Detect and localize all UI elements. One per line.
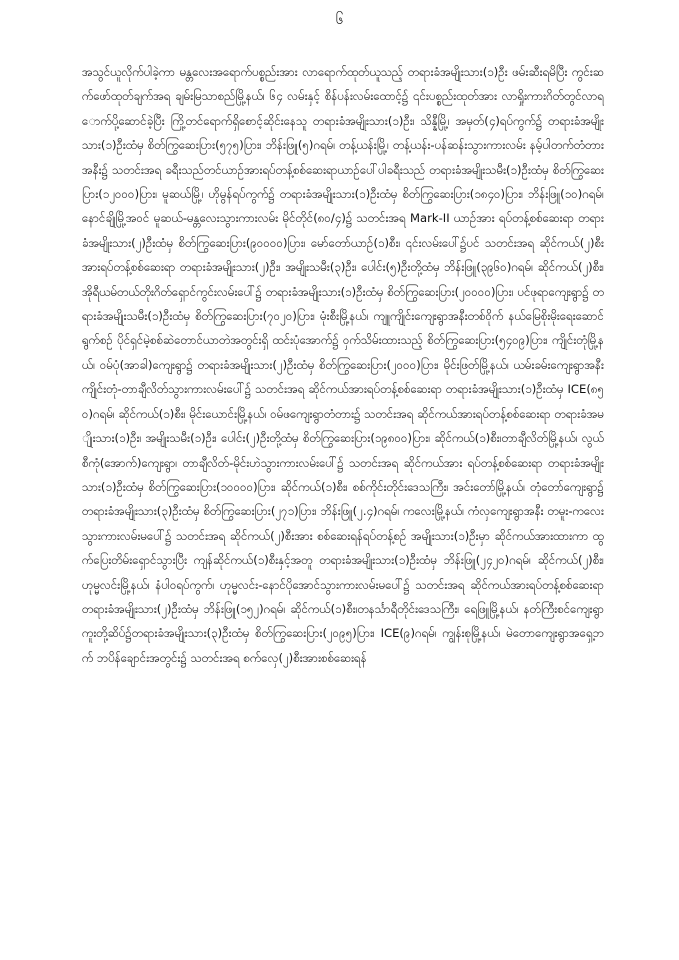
page-number: ၆ [335,12,344,28]
body-paragraph: အသွင်ယူလိုက်ပါခဲ့ကာ မန္တလေးအရောက်ပစ္စည်းအား လာရောက်ထုတ်ယူသည့် တရားခံအမျိုးသား(၁)ဦး ဖမ်းဆီးရမိပြီး ကွင်းဆက်ဖော်ထုတ်ချက်အရ ချမ်းမြသာစည်မြို့နယ်၊ ၆၄ လမ်းနှင့် စိန်ပန်းလမ်းထောင့်၌ ၎င်းပစ္စည်းထုတ်အား လာရှိုးကားဂိတ်တွင်လာရောက်ပို့ဆောင်ခဲ့ပြီး ကြို့တင်ရောက်ရှိစောင့်ဆိုင်းနေသူ တရားခံအမျိုးသား(၁)ဦး၊ သိန္နီမြို့၊ အမှတ်(၄)ရပ်ကွက်၌ တရားခံအမျိုးသား(၁)ဦးထံမှ စိတ်ကြွဆေးပြား(၅၇၅)ပြား၊ ဘိန်းဖြူ(၅)ဂရမ်၊ တန့်ယန်းမြို့၊ တန့်ယန်း-ပန်ဆန်းသွားကားလမ်း နမ့်ပါတက်တံတားအနီး၌ သတင်းအရ ခရီးသည်တင်ယာဉ်အားရပ်တန့်စစ်ဆေးရာယာဉ်ပေါ်ပါခရီးသည် တရားခံအမျိုးသမီး(၁)ဦးထံမှ စိတ်ကြွဆေးပြား(၁၂၀၀၀)ပြား၊ မူဆယ်မြို့၊ ဟိုမွန်ရပ်ကွက်၌ တရားခံအမျိုးသား(၁)ဦးထံမှ စိတ်ကြွဆေးပြား(၁၈၄၀)ပြား၊ ဘိန်းဖြူ(၁၀)ဂရမ်၊ နောင်ချိုမြို့အဝင် မူဆယ်-မန္တလေးသွားကားလမ်း မိုင်တိုင်(၈၀/၄)၌ သတင်းအရ Mark-II ယာဉ်အား ရပ်တန့်စစ်ဆေးရာ တရားခံအမျိုးသား(၂)ဦးထံမှ စိတ်ကြွဆေးပြား(၉၀၀၀၀)ပြား၊ မော်တော်ယာဉ်(၁)စီး၊ ၎င်းလမ်းပေါ်၌ပင် သတင်းအရ ဆိုင်ကယ်(၂)စီးအားရပ်တန့်စစ်ဆေးရာ တရားခံအမျိုးသား(၂)ဦး၊ အမျိုးသမီး(၃)ဦး၊ ပေါင်း(၅)ဦးတို့ထံမှ ဘိန်းဖြူ(၃၉၆၀)ဂရမ်၊ ဆိုင်ကယ်(၂)စီး၊ အိုရီယမ်တယ်တိုးဂိတ်ရှောင်ကွင်းလမ်းပေါ်၌ တရားခံအမျိုးသား(၁)ဦးထံမှ စိတ်ကြွဆေးပြား(၂၀၀၀၀)ပြား၊ ပင်ဖုရာကျေးရွာ၌ တရားခံအမျိုးသမီး(၁)ဦးထံမှ စိတ်ကြွဆေးပြား(၇၀၂၀)ပြား၊ မုံးစီးမြို့နယ်၊ ကျူကျိုင်းကျေးရွာအနီးတစ်ဝိုက် နယ်မြေစိုးမိုးရေးဆောင်ရွက်စဉ် ပိုင်ရှင်မဲ့စစ်ဆဲတောင်ယာတဲအတွင်းရှိ ထင်းပုံအောက်၌ ဝှက်သိမ်းထားသည့် စိတ်ကြွဆေးပြား(၅၄၀၉)ပြား၊ ကျိုင်းတုံမြို့နယ်၊ ဝမ်ပုံ(အာခါ)ကျေးရွာ၌ တရားခံအမျိုးသား(၂)ဦးထံမှ စိတ်ကြွဆေးပြား(၂၀၀၀)ပြား၊ မိုင်းဖြတ်မြို့နယ်၊ ယမ်းခမ်းကျေးရွာအနီး ကျိုင်းတုံ-တာချီလိတ်သွားကားလမ်းပေါ်၌ သတင်းအရ ဆိုင်ကယ်အားရပ်တန့်စစ်ဆေးရာ တရားခံအမျိုးသား(၁)ဦးထံမှ ICE(၈၅၀)ဂရမ်၊ ဆိုင်ကယ်(၁)စီး၊ မိုင်းယောင်းမြို့နယ်၊ ဝမ်ဖကျေးရွာတံတား၌ သတင်းအရ ဆိုင်ကယ်အားရပ်တန့်စစ်ဆေးရာ တရားခံအမျိုးသား(၁)ဦး၊ အမျိုးသမီး(၁)ဦး၊ ပေါင်း(၂)ဦးတို့ထံမှ စိတ်ကြွဆေးပြား(၁၉၈၀၀)ပြား၊ ဆိုင်ကယ်(၁)စီး၊တာချီလိတ်မြို့နယ်၊ လွယ်စီကုံ(အောက်)ကျေးရွာ၊ တာချီလိတ်-မိုင်းဟဲသွားကားလမ်းပေါ်၌ သတင်းအရ ဆိုင်ကယ်အား ရပ်တန့်စစ်ဆေးရာ တရားခံအမျိုးသား(၁)ဦးထံမှ စိတ်ကြွဆေးပြား(၁၀၀၀၀)ပြား၊ ဆိုင်ကယ်(၁)စီး၊ စစ်ကိုင်းတိုင်းဒေသကြီး၊ အင်းတော်မြို့နယ်၊ တုံတော်ကျေးရွာ၌ တရားခံအမျိုးသား(၃)ဦးထံမှ စိတ်ကြွဆေးပြား(၂၇၁)ပြား၊ ဘိန်းဖြူ(၂.၄)ဂရမ်၊ ကလေးမြို့နယ်၊ ကံလှကျေးရွာအနီး တမူး-ကလေးသွားကားလမ်းမပေါ်၌ သတင်းအရ ဆိုင်ကယ်(၂)စီးအား စစ်ဆေးရန်ရပ်တန့်စဉ် အမျိုးသား(၁)ဦးမှာ ဆိုင်ကယ်အားထားကာ ထွက်ပြေးတိမ်းရှောင်သွားပြီး ကျန်ဆိုင်ကယ်(၁)စီးနှင့်အတူ တရားခံအမျိုးသား(၁)ဦးထံမှ ဘိန်းဖြူ(၂၄၂၀)ဂရမ်၊ ဆိုင်ကယ်(၂)စီး၊ ဟုမ္မလင်းမြို့နယ်၊ နံပါ၀ရပ်ကွက်၊ ဟုမ္မလင်း-နောင်ပိုအောင်သွားကားလမ်းမပေါ်၌ သတင်းအရ ဆိုင်ကယ်အားရပ်တန့်စစ်ဆေးရာ တရားခံအမျိုးသား(၂)ဦးထံမှ ဘိန်းဖြူ(၁၅၂)ဂရမ်၊ ဆိုင်ကယ်(၁)စီး၊တနင်္သာရီတိုင်းဒေသကြီး၊ ရေဖြူမြို့နယ်၊ နတ်ကြီးစင်ကျေးရွာကူးတို့ဆိပ်၌တရားခံအမျိုးသား(၃)ဦးထံမှ စိတ်ကြွဆေးပြား(၂၀၉၅)ပြား၊ ICE(၉)ဂရမ်၊ ကျွန်းစုမြို့နယ်၊ မဲတောကျေးရွာအရှေ့ဘက် ဘပိန်ချောင်းအတွင်း၌ သတင်းအရ စက်လှေ(၂)စီးအားစစ်ဆေးရန် [82,65,604,665]
